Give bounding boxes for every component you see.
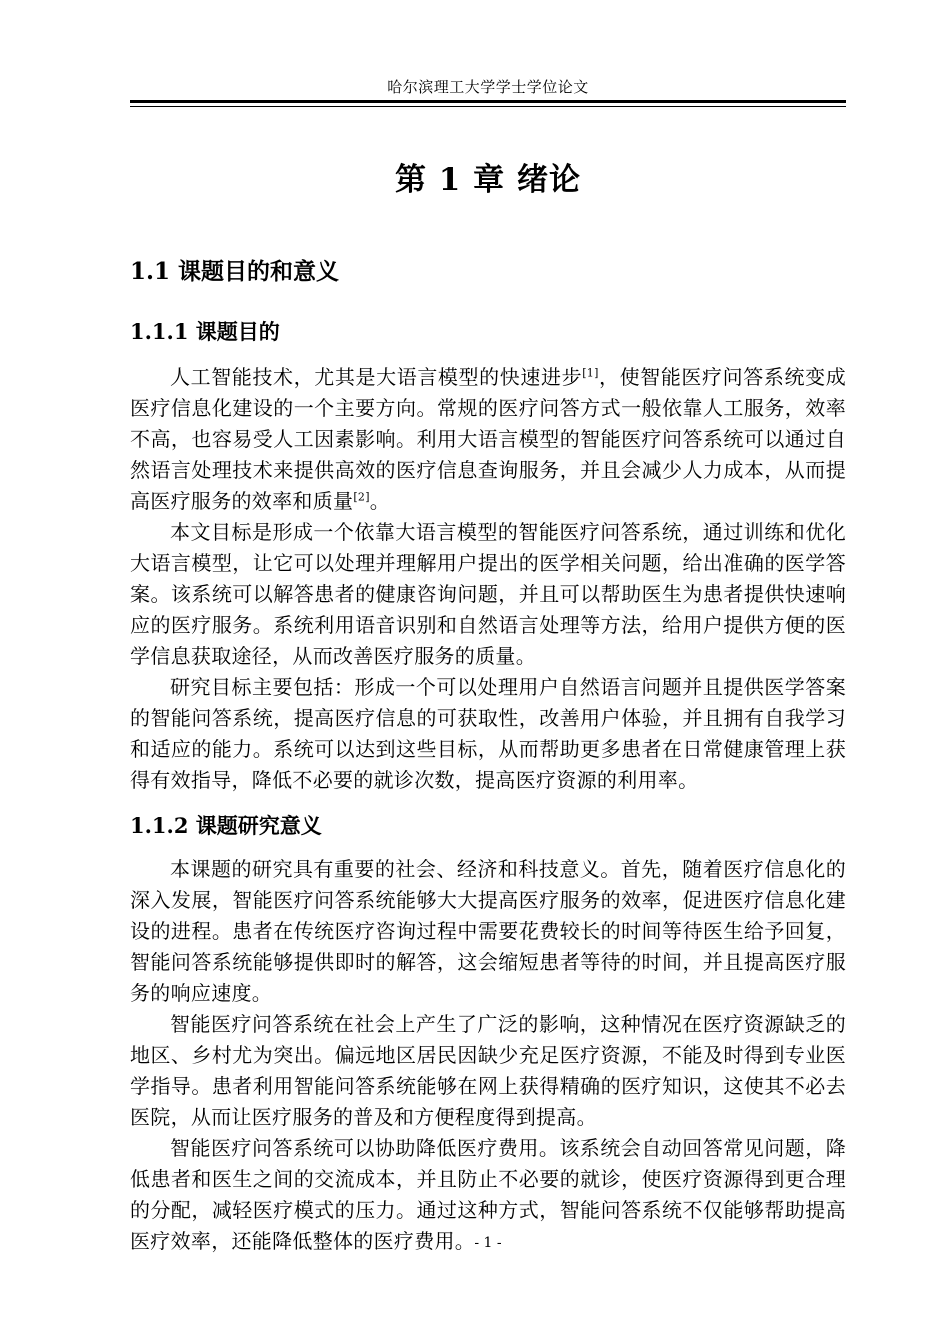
- paragraph: [130, 362, 846, 517]
- citation-ref: [2]: [353, 490, 370, 504]
- subsection-heading-1-1-1: 1.1.1 课题目的: [130, 319, 280, 344]
- running-header: 哈尔滨理工大学学士学位论文: [387, 78, 589, 96]
- section-heading-1-1: 1.1 课题目的和意义: [130, 258, 340, 285]
- paragraph-text: ，使智能医疗问答系统变成医疗信息化建设的一个主要方向。常规的医疗问答方式一般依靠人工服务，效率不高，也容易受人工因素影响。利用大语言模型的智能医疗问答系统可以通过自然语言处理技术来提供高效的医疗信息查询服务，并且会减少人力成本，从而提高医疗服务的效率和质量: [130, 365, 847, 513]
- chapter-title: 第 1 章 绪论: [395, 162, 581, 198]
- paragraph: 智能医疗问答系统可以协助降低医疗费用。该系统会自动回答常见问题，降低患者和医生之间的交流成本，并且防止不必要的就诊，使医疗资源得到更合理的分配，减轻医疗模式的压力。通过这种方式，智能问答系统不仅能够帮助提高医疗效率，还能降低整体的医疗费用。: [130, 1136, 846, 1253]
- paragraph: 研究目标主要包括：形成一个可以处理用户自然语言问题并且提供医学答案的智能问答系统，提高医疗信息的可获取性，改善用户体验，并且拥有自我学习和适应的能力。系统可以达到这些目标，从而帮助更多患者在日常健康管理上获得有效指导，降低不必要的就诊次数，提高医疗资源的利用率。: [130, 675, 846, 792]
- paragraph-text: 。: [369, 489, 391, 513]
- paragraph: 智能医疗问答系统在社会上产生了广泛的影响，这种情况在医疗资源缺乏的地区、乡村尤为突出。偏远地区居民因缺少充足医疗资源，不能及时得到专业医学指导。患者利用智能问答系统能够在网上获得精确的医疗知识，这使其不必去医院，从而让医疗服务的普及和方便程度得到提高。: [130, 1012, 846, 1129]
- subsection-heading-1-1-2: 1.1.2 课题研究意义: [130, 813, 322, 838]
- page-number: - 1 -: [474, 1235, 502, 1251]
- paragraph: 本课题的研究具有重要的社会、经济和科技意义。首先，随着医疗信息化的深入发展，智能医疗问答系统能够大大提高医疗服务的效率，促进医疗信息化建设的进程。患者在传统医疗咨询过程中需要花费较长的时间等待医生给予回复，智能问答系统能够提供即时的解答，这会缩短患者等待的时间，并且提高医疗服务的响应速度。: [130, 857, 846, 1005]
- header-rule-thin: [130, 106, 846, 107]
- header-rule-thick: [130, 100, 846, 103]
- paragraph-text: 人工智能技术，尤其是大语言模型的快速进步: [170, 365, 583, 389]
- subsection-body-1-1-2: [130, 854, 846, 1257]
- subsection-body-1-1-1: [130, 362, 846, 796]
- citation-ref: [1]: [582, 366, 599, 380]
- paragraph: 本文目标是形成一个依靠大语言模型的智能医疗问答系统，通过训练和优化大语言模型，让它可以处理并理解用户提出的医学相关问题，给出准确的医学答案。该系统可以解答患者的健康咨询问题，并且可以帮助医生为患者提供快速响应的医疗服务。系统利用语音识别和自然语言处理等方法，给用户提供方便的医学信息获取途径，从而改善医疗服务的质量。: [130, 520, 846, 668]
